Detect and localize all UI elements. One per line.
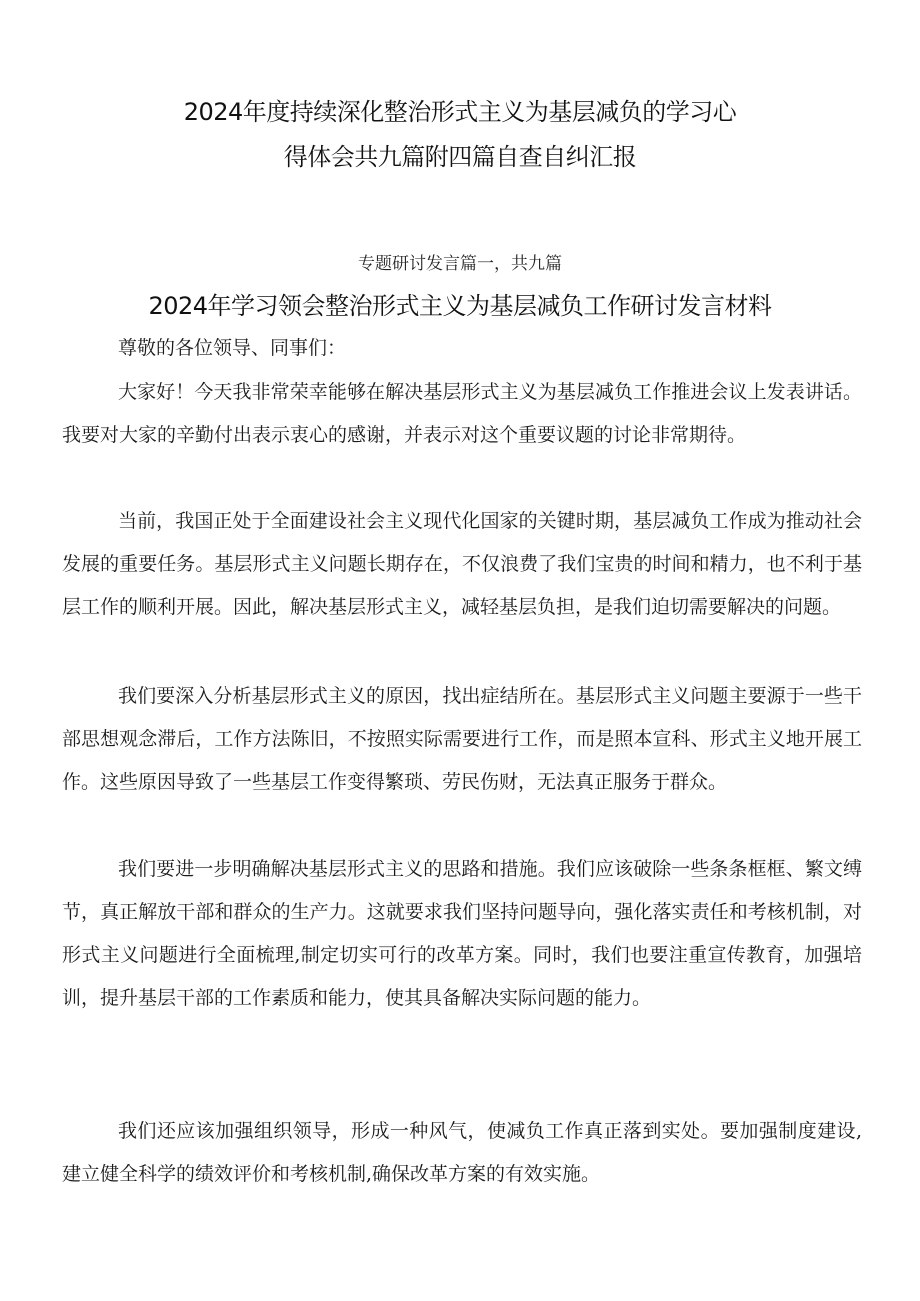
paragraph: 大家好！今天我非常荣幸能够在解决基层形式主义为基层减负工作推进会议上发表讲话。我要对大家的辛勤付出表示衷心的感谢，并表示对这个重要议题的讨论非常期待。 xyxy=(62,381,862,446)
greeting: 尊敬的各位领导、同事们： xyxy=(118,337,347,359)
speech-title: 2024年学习领会整治形式主义为基层减负工作研讨发言材料 xyxy=(148,292,772,320)
paragraph: 我们还应该加强组织领导，形成一种风气，使减负工作真正落到实处。要加强制度建设,建立健全科学的绩效评价和考核机制,确保改革方案的有效实施。 xyxy=(62,1120,862,1185)
document-title-line-1: 2024年度持续深化整治形式主义为基层减负的学习心 xyxy=(183,98,737,126)
paragraph: 我们要进一步明确解决基层形式主义的思路和措施。我们应该破除一些条条框框、繁文缚节，真正解放干部和群众的生产力。这就要求我们坚持问题导向，强化落实责任和考核机制，对形式主义问题进行全面梳理,制定切实可行的改革方案。同时，我们也要注重宣传教育，加强培训，提升基层干部的工作素质和能力，使其具备解决实际问题的能力。 xyxy=(62,858,862,1009)
document-title-line-2: 得体会共九篇附四篇自查自纠汇报 xyxy=(283,143,637,171)
paragraph: 当前，我国正处于全面建设社会主义现代化国家的关键时期，基层减负工作成为推动社会发展的重要任务。基层形式主义问题长期存在，不仅浪费了我们宝贵的时间和精力，也不利于基层工作的顺利开展。因此，解决基层形式主义，减轻基层负担，是我们迫切需要解决的问题。 xyxy=(62,510,862,618)
section-label: 专题研讨发言篇一，共九篇 xyxy=(358,254,562,274)
paragraph: 我们要深入分析基层形式主义的原因，找出症结所在。基层形式主义问题主要源于一些干部思想观念滞后，工作方法陈旧，不按照实际需要进行工作，而是照本宣科、形式主义地开展工作。这些原因导致了一些基层工作变得繁琐、劳民伤财，无法真正服务于群众。 xyxy=(62,685,862,793)
